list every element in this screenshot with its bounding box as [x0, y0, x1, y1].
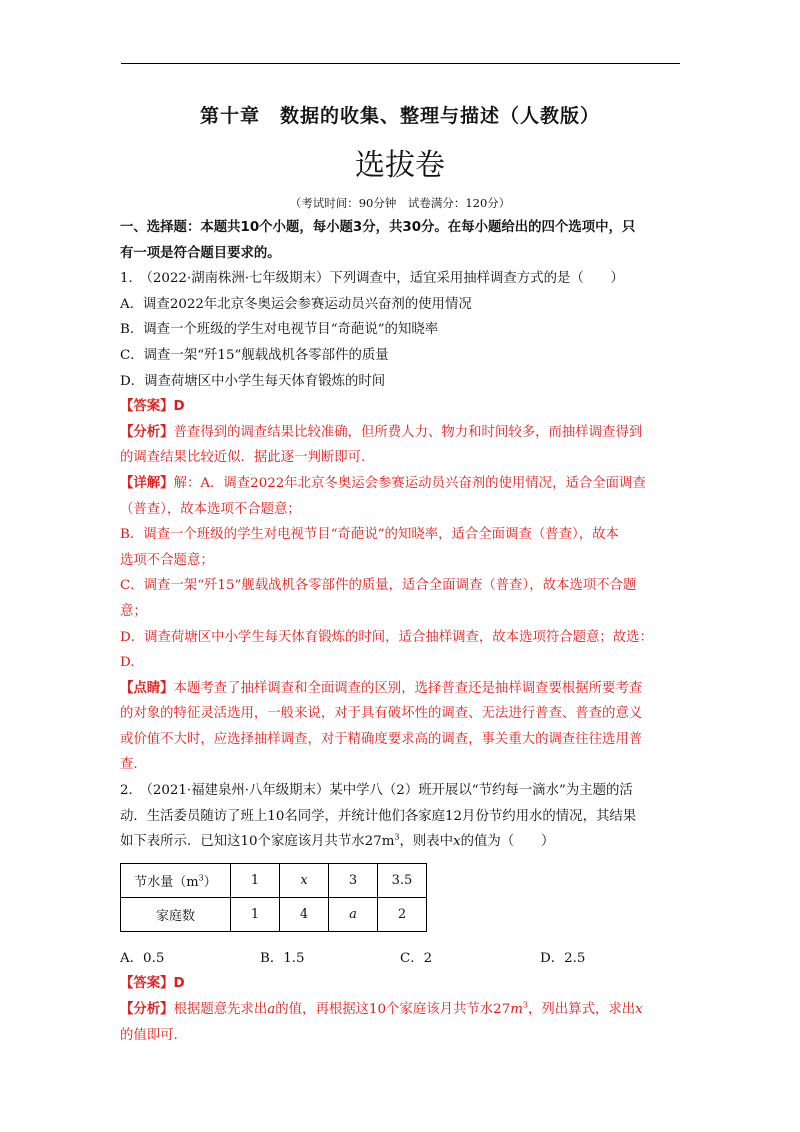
- question-1-analysis-cont: 的调查结果比较近似．据此逐一判断即可.: [120, 450, 366, 466]
- question-1-answer: 【答案】D: [120, 399, 185, 415]
- table-row: [121, 897, 427, 931]
- question-1-option-d: D．调查荷塘区中小学生每天体育锻炼的时间: [120, 373, 386, 389]
- question-1-comment-l2: 的对象的特征灵活选用，一般来说，对于具有破坏性的调查、无法进行普查、普查的意义: [120, 706, 643, 722]
- question-2-option-b: B．1.5: [260, 950, 305, 966]
- question-2-analysis-cont: 的值即可.: [120, 1027, 178, 1043]
- question-1-stem: 1. （2022·湖南株洲·七年级期末）下列调查中，适宜采用抽样调查方式的是（ ）: [120, 271, 624, 287]
- question-1-detail-l2: （普查），故本选项不合题意；: [120, 501, 301, 517]
- question-1-option-b: B．调查一个班级的学生对电视节目“奇葩说”的知晓率: [120, 322, 439, 338]
- table-cell: a: [329, 897, 378, 931]
- question-1-detail-l4: 选项不合题意；: [120, 552, 214, 568]
- table-cell: x: [280, 863, 329, 897]
- question-1-analysis: 【分析】普查得到的调查结果比较准确，但所费人力、物力和时间较多，而抽样调查得到: [120, 424, 643, 440]
- question-2-stem: 2. （2021·福建泉州·八年级期末）某中学八（2）班开展以“节约每一滴水”为主题的活: [120, 783, 633, 799]
- table-row: [121, 863, 427, 897]
- header-rule: [121, 63, 680, 64]
- question-1-detail: 【详解】解：A．调查2022年北京冬奥运会参赛运动员兴奋剂的使用情况，适合全面调查: [120, 475, 646, 491]
- question-1-comment-l4: 查.: [120, 757, 138, 773]
- question-1-detail-l3: B．调查一个班级的学生对电视节目“奇葩说”的知晓率，适合全面调查（普查），故本: [120, 527, 619, 543]
- table-cell: 4: [280, 897, 329, 931]
- question-2-option-c: C．2: [400, 950, 433, 966]
- question-2-answer: 【答案】D: [120, 976, 185, 992]
- water-saving-table: [120, 863, 680, 932]
- question-1-option-a: A．调查2022年北京冬奥运会参赛运动员兴奋剂的使用情况: [120, 296, 472, 312]
- table-cell: 3.5: [378, 863, 427, 897]
- question-2-option-d: D．2.5: [540, 950, 586, 966]
- question-1-option-c: C．调查一架“歼15”舰载战机各零部件的质量: [120, 347, 389, 363]
- table-cell: 2: [378, 897, 427, 931]
- question-2-stem-l3: 如下表所示．已知这10个家庭该月共节水$27m^3$，则表中x的值为（ ）: [120, 832, 555, 850]
- question-1-comment: 【点睛】本题考查了抽样调查和全面调查的区别，选择普查还是抽样调查要根据所要考查: [120, 680, 643, 696]
- table-cell: 1: [231, 897, 280, 931]
- document-body: [120, 215, 680, 1048]
- question-2-option-a: A．0.5: [120, 950, 165, 966]
- question-2-options: [120, 946, 680, 972]
- table-cell: 3: [329, 863, 378, 897]
- table-cell: 1: [231, 863, 280, 897]
- question-1-detail-l7: D．调查荷塘区中小学生每天体育锻炼的时间，适合抽样调查，故本选项符合题意；故选：: [120, 629, 653, 645]
- question-2-analysis: 【分析】根据题意先求出a的值，再根据这10个家庭该月共节水$27m^3$，列出算式，求出x: [120, 1000, 643, 1018]
- table-header-cell: 家庭数: [121, 897, 231, 931]
- page-subtitle: 选拔卷: [355, 148, 445, 183]
- page-title: 第十章 数据的收集、整理与描述（人教版）: [199, 105, 600, 127]
- table-header-cell: 节水量$(m^3)$: [121, 863, 231, 897]
- exam-meta: （考试时间：90分钟 试卷满分：120分）: [289, 196, 511, 210]
- section-heading: 一、选择题：本题共10个小题，每小题3分，共30分。在每小题给出的四个选项中，只: [120, 220, 636, 235]
- question-1-detail-l5: C．调查一架“歼15”舰载战机各零部件的质量，适合全面调查（普查），故本选项不合题: [120, 578, 637, 594]
- section-heading-cont: 有一项是符合题目要求的。: [120, 245, 281, 261]
- question-1-detail-l6: 意；: [120, 603, 147, 619]
- question-2-stem-l2: 动．生活委员随访了班上10名同学，并统计他们各家庭12月份节约用水的情况，其结果: [120, 808, 637, 824]
- question-1-detail-l8: D.: [120, 655, 135, 671]
- question-1-comment-l3: 或价值不大时，应选择抽样调查，对于精确度要求高的调查，事关重大的调查往往选用普: [120, 731, 643, 747]
